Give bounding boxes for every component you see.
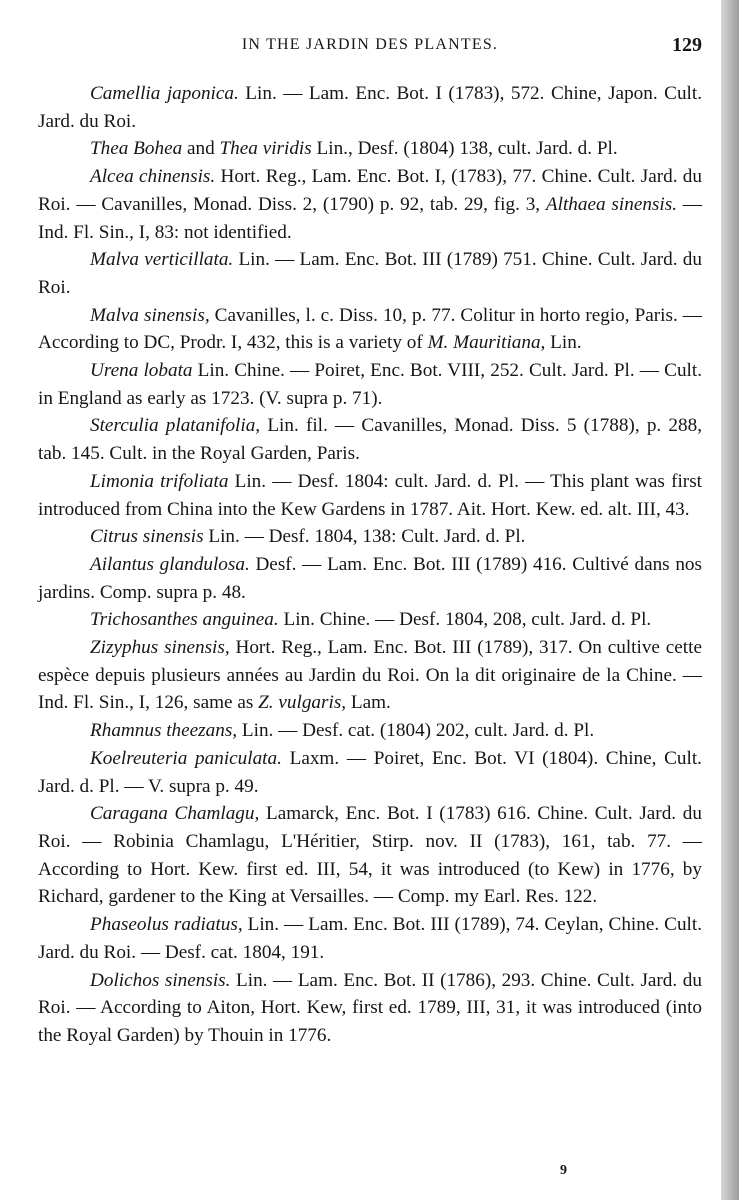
species-name-secondary: Z. vulgaris, [258, 692, 347, 714]
entry [38, 135, 702, 163]
species-name: Rhamnus theezans, [90, 720, 238, 742]
entry-text: Lamarck, Enc. Bot. I (1783) 616. Chine. Cult. Jard. du Roi. — Robinia Chamlagu, L'Héritier, Stirp. nov. II (1783), 161, tab. 77. — According to Hort. Kew. first ed. III, 54, it was introduced (to Kew) in 1776, by Richard, gardener to the King at Versailles. — Comp. my Earl. Res. 122. [38, 803, 702, 908]
entry-text: Laxm. — Poiret, Enc. Bot. VI (1804). Chine, Cult. Jard. d. Pl. — V. supra p. 49. [38, 747, 702, 797]
entry-text: Lin. — Lam. Enc. Bot. III (1789) 751. Chine. Cult. Jard. du Roi. [38, 249, 702, 298]
species-name: Koelreuteria paniculata. [90, 747, 282, 769]
entry-text: Lin. — Lam. Enc. Bot. II (1786), 293. Chine. Cult. Jard. du Roi. — According to Aiton, Hort. Kew, first ed. 1789, III, 31, it was introduced (into the Royal Garden) by Thouin in 1776. [38, 969, 702, 1046]
entry [38, 745, 702, 800]
entry [38, 551, 702, 606]
entry [38, 523, 702, 551]
entry-text: Desf. — Lam. Enc. Bot. III (1789) 416. Cultivé dans nos jardins. Comp. supra p. 48. [38, 553, 702, 603]
signature-mark: 9 [560, 1163, 567, 1178]
entry-text: Lin. — Desf. cat. (1804) 202, cult. Jard. d. Pl. [237, 720, 595, 742]
species-name: Ailantus glandulosa. [90, 553, 250, 575]
species-name: Caragana Chamlagu, [90, 803, 260, 825]
entry-text: Lin. fil. — Cavanilles, Monad. Diss. 5 (1788), p. 288, tab. 145. Cult. in the Royal Garden, Paris. [38, 415, 702, 465]
species-name: Urena lobata [90, 360, 193, 382]
species-name: Limonia trifoliata [90, 470, 229, 492]
entry [38, 468, 702, 523]
entry-text: Lin. Chine. — Poiret, Enc. Bot. VIII, 252. Cult. Jard. Pl. — Cult. in England as early as 1723. (V. supra p. 71). [38, 360, 702, 409]
entry [38, 80, 702, 135]
entry-text: Hort. Reg., Lam. Enc. Bot. III (1789), 317. On cultive cette espèce depuis plusieurs années au Jardin du Roi. On la dit originaire de la Chine. — Ind. Fl. Sin., I, 126, same as [38, 637, 702, 714]
entry-text: Cavanilles, l. c. Diss. 10, p. 77. Colitur in horto regio, Paris. — According to DC, Prodr. I, 432, this is a variety of [38, 304, 702, 354]
species-name-secondary: Thea viridis [219, 138, 312, 160]
species-name: Malva verticillata. [90, 249, 234, 271]
page-body [38, 80, 702, 1050]
species-name-secondary: M. Mauritiana, [427, 332, 546, 354]
entry-text: Lin. — Lam. Enc. Bot. I (1783), 572. Chine, Japon. Cult. Jard. du Roi. [38, 83, 702, 132]
species-name-secondary: Althaea sinensis. [545, 193, 677, 215]
entry [38, 606, 702, 634]
entry-text-secondary: Lin., Desf. (1804) 138, cult. Jard. d. Pl. [311, 138, 618, 160]
entry [38, 967, 702, 1050]
entry-text: Lin. — Desf. 1804, 138: Cult. Jard. d. Pl. [203, 526, 526, 548]
entry-text: and [182, 138, 220, 160]
entry-text-secondary: Lin. [545, 332, 582, 354]
entry-text: Lin. — Lam. Enc. Bot. III (1789), 74. Ceylan, Chine. Cult. Jard. du Roi. — Desf. cat. 1804, 191. [38, 914, 702, 963]
species-name: Trichosanthes anguinea. [90, 609, 279, 631]
species-name: Dolichos sinensis. [90, 969, 231, 991]
species-name: Malva sinensis, [90, 304, 210, 326]
page-edge-shadow [721, 0, 739, 1200]
page-header [38, 36, 702, 66]
entry [38, 357, 702, 412]
species-name: Thea Bohea [90, 138, 183, 160]
species-name: Camellia japonica. [90, 83, 239, 104]
entry-text: Lin. Chine. — Desf. 1804, 208, cult. Jard. d. Pl. [278, 609, 652, 631]
entry [38, 246, 702, 301]
entry-text-secondary: — Ind. Fl. Sin., I, 83: not identified. [38, 193, 703, 243]
running-head: IN THE JARDIN DES PLANTES. [241, 36, 499, 53]
entry-text: Hort. Reg., Lam. Enc. Bot. I, (1783), 77. Chine. Cult. Jard. du Roi. — Cavanilles, Monad. Diss. 2, (1790) p. 92, tab. 29, fig. 3, [38, 166, 702, 215]
species-name: Phaseolus radiatus, [90, 914, 243, 936]
entry-text-secondary: Lam. [346, 692, 391, 714]
species-name: Alcea chinensis. [90, 166, 216, 188]
entry [38, 717, 702, 745]
entry-text: Lin. — Desf. 1804: cult. Jard. d. Pl. — This plant was first introduced from China into the Kew Gardens in 1787. Ait. Hort. Kew. ed. alt. III, 43. [38, 470, 702, 520]
entry [38, 800, 702, 911]
entry [38, 302, 702, 357]
species-name: Zizyphus sinensis, [90, 637, 230, 659]
entry [38, 911, 702, 966]
entry [38, 412, 702, 467]
page-number: 129 [672, 34, 702, 56]
species-name: Sterculia platanifolia, [90, 415, 261, 437]
species-name: Citrus sinensis [90, 526, 204, 548]
entry [38, 163, 702, 246]
entry [38, 634, 702, 717]
